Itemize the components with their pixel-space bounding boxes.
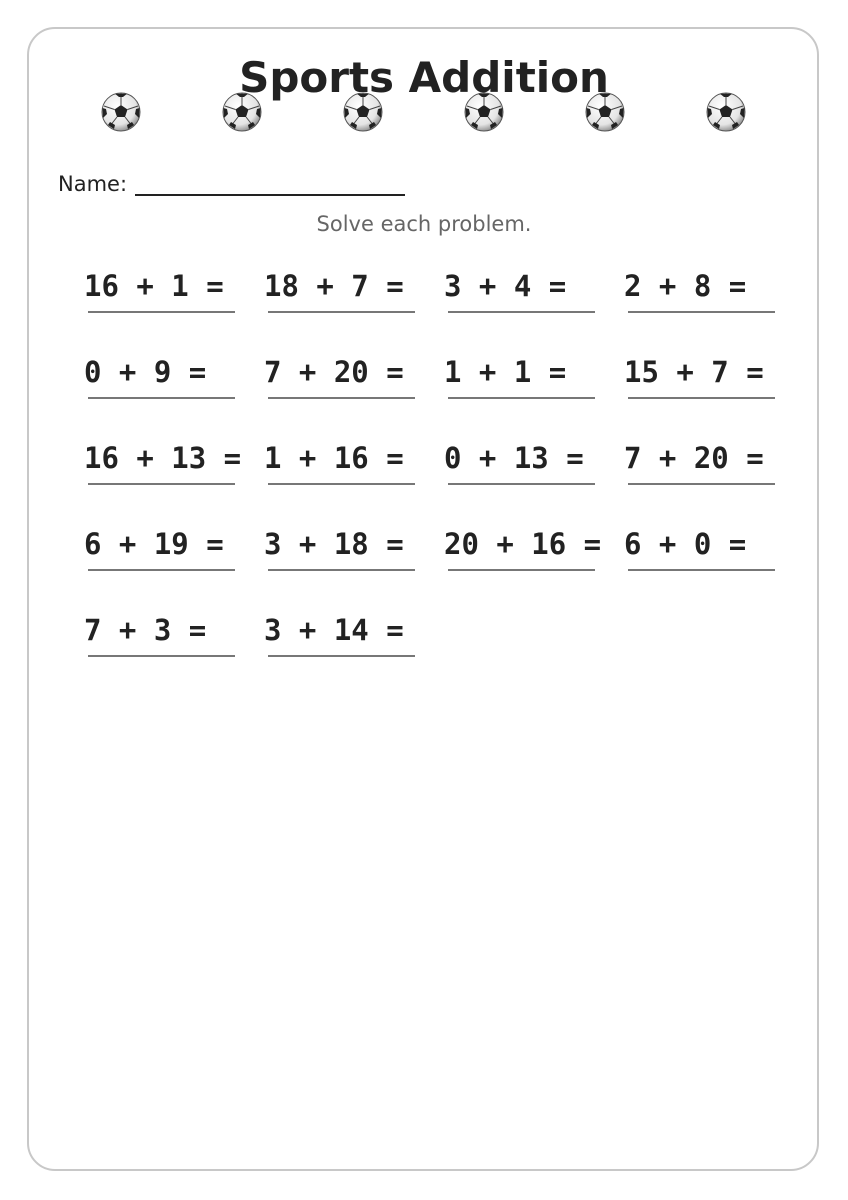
problem-equation: 20 + 16 = xyxy=(444,527,602,561)
problem-equation: 7 + 20 = xyxy=(624,441,764,475)
answer-field[interactable] xyxy=(268,655,415,657)
name-field[interactable] xyxy=(135,172,405,196)
problem-equation: 16 + 13 = xyxy=(84,441,242,475)
problem-equation: 3 + 14 = xyxy=(264,613,404,647)
problem-item xyxy=(444,262,624,348)
problem-equation: 7 + 3 = xyxy=(84,613,207,647)
name-label: Name: xyxy=(58,172,128,196)
answer-field[interactable] xyxy=(448,311,595,313)
answer-field[interactable] xyxy=(88,397,235,399)
problem-item xyxy=(84,520,264,606)
answer-field[interactable] xyxy=(628,397,775,399)
name-row xyxy=(58,172,405,196)
problem-item xyxy=(84,434,264,520)
problem-equation: 6 + 19 = xyxy=(84,527,224,561)
problem-item xyxy=(444,520,624,606)
problem-equation: 1 + 1 = xyxy=(444,355,567,389)
answer-field[interactable] xyxy=(88,655,235,657)
problem-equation: 6 + 0 = xyxy=(624,527,747,561)
answer-field[interactable] xyxy=(628,483,775,485)
problem-equation: 2 + 8 = xyxy=(624,269,747,303)
problem-item xyxy=(444,434,624,520)
problem-equation: 1 + 16 = xyxy=(264,441,404,475)
problem-item xyxy=(624,262,804,348)
problem-item xyxy=(84,262,264,348)
answer-field[interactable] xyxy=(88,569,235,571)
problem-equation: 3 + 4 = xyxy=(444,269,567,303)
problem-item xyxy=(444,348,624,434)
problem-item xyxy=(624,348,804,434)
problem-equation: 0 + 13 = xyxy=(444,441,584,475)
problem-grid xyxy=(84,262,784,692)
problem-equation: 0 + 9 = xyxy=(84,355,207,389)
problem-item xyxy=(624,520,804,606)
problem-equation: 7 + 20 = xyxy=(264,355,404,389)
answer-field[interactable] xyxy=(448,569,595,571)
problem-equation: 3 + 18 = xyxy=(264,527,404,561)
page-title: Sports Addition xyxy=(239,53,609,102)
problem-equation: 18 + 7 = xyxy=(264,269,404,303)
problem-equation: 16 + 1 = xyxy=(84,269,224,303)
problem-item xyxy=(624,434,804,520)
problem-item xyxy=(264,262,444,348)
answer-field[interactable] xyxy=(628,569,775,571)
answer-field[interactable] xyxy=(268,397,415,399)
answer-field[interactable] xyxy=(88,311,235,313)
instructions: Solve each problem. xyxy=(316,212,532,236)
answer-field[interactable] xyxy=(628,311,775,313)
problem-item xyxy=(84,348,264,434)
problem-item xyxy=(84,606,264,692)
problem-item xyxy=(264,520,444,606)
answer-field[interactable] xyxy=(448,397,595,399)
problem-item xyxy=(264,348,444,434)
problem-item xyxy=(264,606,444,692)
answer-field[interactable] xyxy=(268,569,415,571)
answer-field[interactable] xyxy=(268,311,415,313)
answer-field[interactable] xyxy=(88,483,235,485)
problem-item xyxy=(264,434,444,520)
answer-field[interactable] xyxy=(448,483,595,485)
problem-equation: 15 + 7 = xyxy=(624,355,764,389)
answer-field[interactable] xyxy=(268,483,415,485)
